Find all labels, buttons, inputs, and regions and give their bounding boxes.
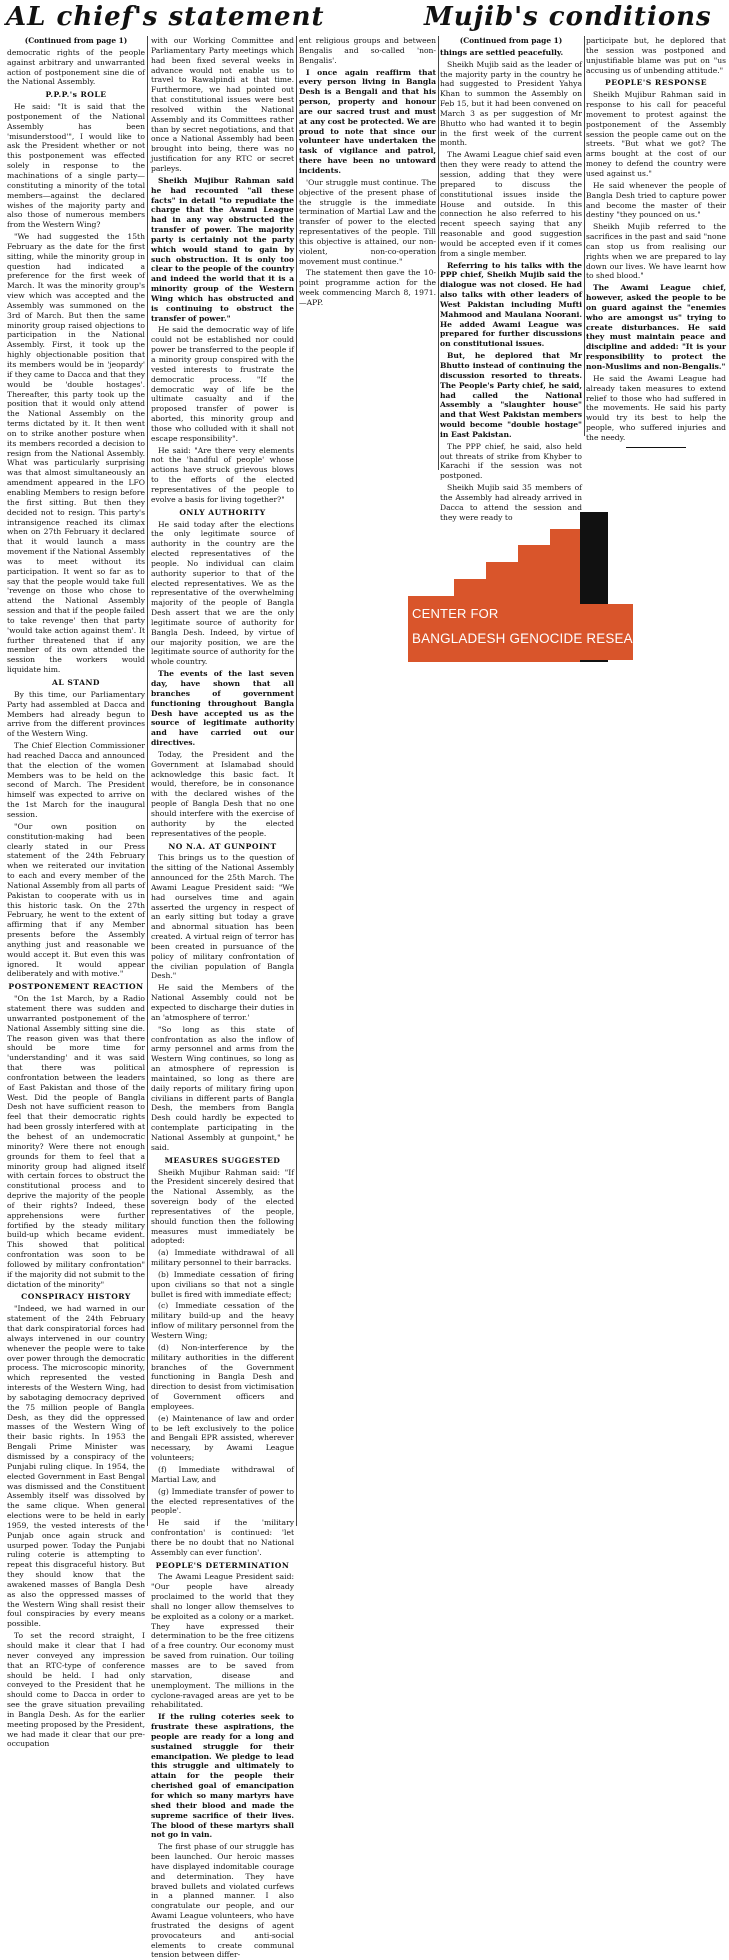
paragraph: "Our own position on constitution-making had been clearly stated in our Press statement of the 24th February when we reiterated our invitation to each and every member of the National Assembly from all parts of Pakistan to cooperate with us in this historic task. On the 27th February, he went to the extent of affirming that if any Member presents before the Assembly anything just and reasonable we would accept it. But even this was ignored. It would appear deliberately and with motive." [7, 821, 145, 979]
paragraph: The statement then gave the 10-point programme action for the week commencing March 8, 1971.—APP. [299, 268, 436, 307]
paragraph: By this time, our Parliamentary Party had assembled at Dacca and Members had already begun to arrive from the different provinces of the Western Wing. [7, 689, 145, 739]
paragraph: "Indeed, we had warned in our statement of the 24th February that dark conspiratorial forces had always intervened in our country whenever the people were to take over power through the democratic process. The microscopic minority, which represented the vested interests of the Western Wing, had by sabotaging democracy deprived the 75 million people of Bangla Desh, as they did the oppressed masses of the Western Wing of their basic rights. In 1953 the Bengali Prime Minister was dismissed by a conspiracy of the Punjabi ruling clique. In 1954, the elected Government in East Bengal was dismissed and the Constituent Assembly itself was dissolved by the same clique. When general elections were to be held in early 1959, the vested interests of the Punjab once again struck and usurped power. Today the Punjabi ruling coterie is attempting to repeat this disgraceful history. But they should know that the awakened masses of Bangla Desh as also the oppressed masses of the Western Wing shall resist their foul conspiracies by every means possible. [7, 1304, 145, 1629]
subheading: PEOPLE'S DETERMINATION [155, 1560, 290, 1570]
paragraph: (a) Immediate withdrawal of all military personnel to their barracks. [151, 1248, 294, 1268]
paragraph: The first phase of our struggle has been launched. Our heroic masses have displayed indomitable courage and determination. They have braved bullets and violated curfews in a planned manner. I also congratulate our people, and our Awami League volunteers, who have frustrated the designs of agent provocateurs and anti-social elements to create communal tension between differ- [151, 1842, 294, 1960]
article-right-column-2 [586, 36, 726, 442]
paragraph: He said today after the elections the only legitimate source of authority in the country are the elected representatives of the people. No individual can claim authority superior to that of the elected representatives. We as the representative of the overwhelming majority of the people of Bangla Desh assert that we are the only legitimate source of authority for Bangla Desh. Indeed, by virtue of our majority position, we are the legitimate source of authority for the whole country. [151, 519, 294, 667]
article-right-column-1 [440, 36, 582, 522]
paragraph: (d) Non-interference by the military authorities in the different branches of the Government functioning in Bangla Desh and direction to desist from victimisation of Government officers and employees. [151, 1342, 294, 1411]
paragraph: If the ruling coteries seek to frustrate these aspirations, the people are ready for a long and sustained struggle for their emancipation. We pledge to lead this struggle and ultimately to attain for the people their cherished goal of emancipation for which so many martyrs have shed their blood and made the supreme sacrifice of their lives. The blood of these martyrs shall not go in vain. [151, 1712, 294, 1840]
paragraph: "On the 1st March, by a Radio statement there was sudden and unwarranted postponement of the National Assembly sitting sine die. The reason given was that there should be more time for 'understanding' and it was said that there was political confrontation between the leaders of East Pakistan and those of the West. Did the people of Bangla Desh not have sufficient reason to feel that their democratic rights had been grossly interfered with at the behest of an undemocratic minority? Were there not enough grounds for them to feel that a minority group had aligned itself with certain forces to obstruct the constitutional process and to deprive the majority of the people of their rights? Indeed, these apprehensions were further fortified by the steady military build-up which became evident. This showed that political confrontation was soon to be followed by military confrontation" if the majority did not submit to the dictation of the minority" [7, 994, 145, 1289]
paragraph: To set the record straight, I should make it clear that I had never conveyed any impression that an RTC-type of conference should be held. I had only conveyed to the President that he should come to Dacca in order to see the grave situation prevailing in Bangla Desh. As for the earlier meeting proposed by the President, we had made it clear that our pre-occupation [7, 1631, 145, 1749]
subheading: AL STAND [51, 678, 100, 687]
article-left-column-3 [299, 36, 436, 307]
paragraph: democratic rights of the people against arbitrary and unwarranted action of postponement sine die of the National Assembly. [7, 47, 145, 87]
paragraph: Sheikh Mujib referred to the sacrifices in the past and said "none can stop us from realising our rights when we are prepared to lay down our lives. We have learnt how to shed blood." [586, 222, 726, 281]
article-left-column-2 [151, 36, 294, 1960]
subheading: MEASURES SUGGESTED [164, 1155, 281, 1165]
continued-tag: (Continued from page 1) [24, 36, 128, 45]
headline-left: AL chief's statement [6, 2, 325, 32]
logo-text-line1: CENTER FOR [412, 606, 499, 621]
paragraph: Sheikh Mujib said as the leader of the majority party in the country he had suggested to President Yahya Khan to summon the Assembly on Feb 15, but it had been convened on March 3 as per suggestion of Mr Bhutto who had wanted it to begin in the first week of the current month. [440, 59, 582, 148]
article-left-column-1 [7, 36, 145, 1749]
paragraph: He said the Members of the National Assembly could not be expected to discharge their duties in an 'atmosphere of terror.' [151, 983, 294, 1022]
paragraph: (c) Immediate cessation of the military build-up and the heavy inflow of military personnel from the Western Wing; [151, 1301, 294, 1340]
paragraph: He said the democratic way of life could not be established nor could power be transferred to the people if a minority group conspired with the vested interests to frustrate the democratic process. "If the democratic way of life be the ultimate casualty and if the proposed transfer of power is aborted, this minority group and those who colluded with it shall not escape responsibility". [151, 325, 294, 443]
paragraph: "So long as this state of confrontation as also the inflow of army personnel and arms from the Western Wing continues, so long as an atmosphere of repression is maintained, so long as there are daily reports of military firing upon civilians in different parts of Bangla Desh, the members from Bangla Desh could hardly be expected to contemplate participating in the National Assembly at gunpoint," he said. [151, 1024, 294, 1152]
paragraph: I once again reaffirm that every person living in Bangla Desh is a Bengali and that his person, property and honour are our sacred trust and must at any cost be protected. We are proud to note that since our volunteer have undertaken the task of vigilance and patrol, there have been no untoward incidents. [299, 67, 436, 175]
paragraph: Sheikh Mujibur Rahman said: "If the President sincerely desired that the National Assembly, as the sovereign body of the elected representatives of the people, should function then the following measures must immediately be adopted: [151, 1167, 294, 1246]
paragraph: The Awami League President said: "Our people have already proclaimed to the world that they shall no longer allow themselves to be exploited as a colony or a market. They have expressed their determination to be the free citizens of a free country. Our economy must be saved from ruination. Our toiling masses are to be saved from starvation, disease and unemployment. The millions in the cyclone-ravaged areas are yet to be rehabilitated. [151, 1572, 294, 1710]
column-rule [296, 36, 297, 1526]
paragraph: 'Our struggle must continue. The objective of the present phase of the struggle is the immediate termination of Martial Law and the transfer of power to the elected representatives of the people. Till this objective is attained, our non-violent, non-co-operation movement must continue." [299, 177, 436, 266]
paragraph: This brings us to the question of the sitting of the National Assembly announced for the 25th March. The Awami League President said: "We had ourselves time and again asserted the urgency in respect of an early sitting but today a grave and abnormal situation has been created. A virtual reign of terror has been created in pursuance of the policy of military confrontation of the civilian population of Bangla Desh." [151, 853, 294, 981]
paragraph: He said whenever the people of Bangla Desh tried to capture power and become the master of their destiny "they pounced on us." [586, 180, 726, 220]
paragraph: The events of the last seven day, have shown that all branches of government functioning throughout Bangla Desh have accepted us as the source of legitimate authority and have carried out our directives. [151, 669, 294, 748]
paragraph: Sheikh Mujib said 35 members of the Assembly had already arrived in Dacca to attend the session and they were ready to [440, 483, 582, 522]
paragraph: He said if the 'military confrontation' is continued: 'let there be no doubt that no National Assembly can ever function'. [151, 1518, 294, 1557]
logo-text-line2: BANGLADESH GENOCIDE RESEARCH [412, 631, 663, 646]
subheading: P.P.P.'s ROLE [45, 90, 107, 100]
paragraph: Today, the President and the Government at Islamabad should acknowledge this basic fact. It would, therefore, be in consonance with the declared wishes of the people of Bangla Desh that no one should interfere with the exercise of authority by the elected representatives of the people. [151, 749, 294, 838]
subheading: NO N.A. AT GUNPOINT [168, 841, 277, 851]
paragraph: The Awami League chief, however, asked the people to be on guard against the "enemies who are amongst us" trying to create disturbances. He said they must maintain peace and discipline and added: "It is your responsibility to protect the non-Muslims and non-Bengalis." [586, 283, 726, 371]
subheading: PEOPLE'S RESPONSE [604, 78, 708, 88]
subheading: ONLY AUTHORITY [179, 507, 266, 517]
paragraph: with our Working Committee and Parliamentary Party meetings which had been fixed several weeks in advance would not enable us to travel to Rawalpindi at that time. Furthermore, we had pointed out that constitutional issues were best resolved within the National Assembly and its Committees rather than by secret negotiations, and that once a National Assembly had been brought into being, there was no justification for any RTC or secret parleys. [151, 36, 294, 173]
paragraph: participate but, he deplored that the session was postponed and unjustifiable blame was put on "us accusing us of unbending attitude." [586, 36, 726, 75]
paragraph: things are settled peacefully. [440, 47, 564, 57]
paragraph: He said: "Are there very elements not the 'handful of people' whose actions have struck grievous blows to the efforts of the elected representatives of the people to evolve a basis for living together?" [151, 445, 294, 504]
paragraph: "We had suggested the 15th February as the date for the first sitting, while the minority group in question had indicated a preference for the first week of March. It was the minority group's view which was accepted and the Assembly was summoned on the 3rd of March. But then the same minority group raised objections to participation in the National Assembly. First, it took up the highly objectionable position that its members would be in 'jeopardy' if they came to Dacca and that they would be 'double hostages'. Thereafter, this party took up the position that it would only attend the National Assembly on the terms dictated by it. It then went on to strike another posture when its members recorded a decision to resign from the National Assembly. What was particularly surprising was that almost simultaneously an amendment appeared in the LFO enabling Members to resign before the first sitting. But then they decided not to resign. This party's intransigence reached its climax when on 27th February it declared that it would launch a mass movement if the National Assembly was to meet without its participation. It went so far as to say that the people would take full 'revenge on those who chose to attend the National Assembly session and that if the people failed to take revenge' then that party 'would take action against them'. It further threatened that if any member of its own attended the session the workers would liquidate him. [7, 232, 145, 675]
paragraph: (f) Immediate withdrawal of Martial Law, and [151, 1464, 294, 1484]
paragraph: (b) Immediate cessation of firing upon civilians so that not a single bullet is fired with immediate effect; [151, 1269, 294, 1299]
paragraph: Referring to his talks with the PPP chief, Sheikh Mujib said the dialogue was not closed. He had also talks with other leaders of West Pakistan including Mufti Mahmood and Maulana Noorani. He added Awami League was prepared for further discussions on constitutional issues. [440, 260, 582, 349]
end-rule [626, 447, 686, 448]
paragraph: The Chief Election Commissioner had reached Dacca and announced that the election of the women Members was to be held on the second of March. The President himself was expected to arrive on the 1st March for the inaugural session. [7, 741, 145, 819]
paragraph: Sheikh Mujibur Rahman said in response to his call for peaceful movement to protest against the postponement of the Assembly session the people came out on the streets. "But what we got? The arms bought at the cost of our money to defend the country were used against us." [586, 90, 726, 178]
column-rule [147, 36, 148, 1526]
subheading: POSTPONEMENT REACTION [8, 982, 144, 992]
subheading: CONSPIRACY HISTORY [21, 1292, 131, 1302]
continued-tag: (Continued from page 1) [459, 36, 563, 45]
headline-right: Mujib's conditions [424, 2, 712, 32]
paragraph: (e) Maintenance of law and order to be left exclusively to the police and Bengali EPR assisted, wherever necessary, by Awami League volunteers; [151, 1413, 294, 1463]
paragraph: He said: "It is said that the postponement of the National Assembly has been 'misunderstood'", I would like to ask the President whether or not this postponement was effected solely in response to the machinations of a single party—constituting a minority of the total members—against the declared wishes of the majority party and also those of numerous members from the Western Wing? [7, 102, 145, 230]
paragraph: But, he deplored that Mr Bhutto instead of continuing the discussion resorted to threats. The People's Party chief, he said, had called the National Assembly a "slaughter house" and that West Pakistan members would become "double hostage" in East Pakistan. [440, 351, 582, 439]
column-rule [438, 36, 439, 470]
paragraph: ent religious groups and between Bengalis and so-called 'non-Bengalis'. [299, 36, 436, 65]
paragraph: Sheikh Mujibur Rahman said he had recounted "all these facts" in detail "to repudiate the charge that the Awami League had in any way obstructed the transfer of power. The majority party is certainly not the party which would stand to gain by such obstruction. It is only too clear to the people of the country and indeed the world that it is a minority group of the Western Wing which has obstructed and is continuing to obstruct the transfer of power." [151, 175, 294, 323]
paragraph: The PPP chief, he said, also held out threats of strike from Khyber to Karachi if the session was not postponed. [440, 441, 582, 481]
paragraph: (g) Immediate transfer of power to the elected representatives of the people'. [151, 1486, 294, 1516]
column-rule [584, 36, 585, 436]
paragraph: He said the Awami League had already taken measures to extend relief to those who had suffered in the movements. He said his party would try its best to help the people, who suffered injuries and the needy. [586, 373, 726, 442]
paragraph: The Awami League chief said even then they were ready to attend the session, adding that they were prepared to discuss the constitutional issues inside the House and outside. In this connection he also referred to his recent speech saying that any reasonable and good suggestion would be accepted even if it comes from a single member. [440, 150, 582, 258]
